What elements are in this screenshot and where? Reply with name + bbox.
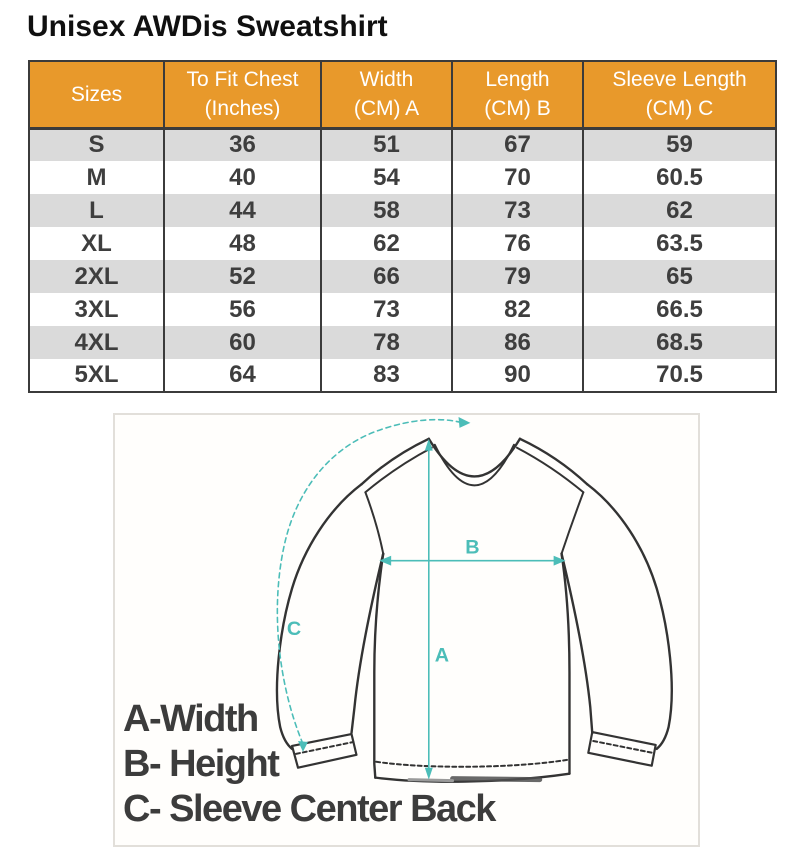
- table-cell: 60.5: [583, 161, 776, 194]
- table-cell: 82: [452, 293, 583, 326]
- table-cell: 36: [164, 128, 321, 161]
- table-cell: 51: [321, 128, 452, 161]
- table-cell: 65: [583, 260, 776, 293]
- table-cell: 73: [321, 293, 452, 326]
- table-cell: 56: [164, 293, 321, 326]
- table-cell: 60: [164, 326, 321, 359]
- diagram-label-b: B: [465, 536, 480, 559]
- size-cell: 5XL: [29, 359, 164, 392]
- table-cell: 59: [583, 128, 776, 161]
- table-cell: 66.5: [583, 293, 776, 326]
- legend-line-b: B- Height: [123, 743, 279, 785]
- table-cell: 44: [164, 194, 321, 227]
- header-length: [452, 61, 583, 128]
- collar-inner: [435, 445, 514, 486]
- table-row: [29, 227, 776, 260]
- header-line: (CM) B: [484, 97, 551, 121]
- table-cell: 54: [321, 161, 452, 194]
- size-cell: M: [29, 161, 164, 194]
- size-cell: S: [29, 128, 164, 161]
- table-cell: 76: [452, 227, 583, 260]
- header-line: (CM) C: [645, 97, 714, 121]
- table-row: [29, 161, 776, 194]
- header-line: Length: [485, 68, 550, 92]
- table-cell: 70: [452, 161, 583, 194]
- table-cell: 48: [164, 227, 321, 260]
- diagram-label-c: C: [286, 617, 302, 640]
- measurement-legend: [123, 697, 495, 832]
- right-shoulder-seam: [520, 439, 587, 485]
- table-cell: 79: [452, 260, 583, 293]
- sweatshirt-measurement-diagram: [113, 413, 700, 847]
- header-line: (CM) A: [353, 97, 420, 121]
- table-header-row: [29, 61, 776, 128]
- measurement-c-curve: [277, 420, 462, 744]
- table-cell: 90: [452, 359, 583, 392]
- table-cell: 86: [452, 326, 583, 359]
- table-cell: 40: [164, 161, 321, 194]
- header-line: Width: [359, 68, 414, 92]
- left-armhole-seam: [365, 492, 383, 553]
- table-cell: 78: [321, 326, 452, 359]
- size-cell: 3XL: [29, 293, 164, 326]
- header-chest: [164, 61, 321, 128]
- legend-line-c: C- Sleeve Center Back: [123, 788, 495, 830]
- left-shoulder-seam: [361, 439, 428, 485]
- table-cell: 62: [321, 227, 452, 260]
- size-cell: 4XL: [29, 326, 164, 359]
- right-armhole-seam: [562, 492, 584, 553]
- diagram-label-a: A: [434, 644, 450, 667]
- table-cell: 58: [321, 194, 452, 227]
- table-row: [29, 128, 776, 161]
- table-cell: 67: [452, 128, 583, 161]
- header-sizes: [29, 61, 164, 128]
- header-line: (Inches): [204, 97, 281, 121]
- header-width: [321, 61, 452, 128]
- table-row: [29, 194, 776, 227]
- table-cell: 68.5: [583, 326, 776, 359]
- arrowhead-c-top: [459, 417, 471, 428]
- size-cell: XL: [29, 227, 164, 260]
- right-cuff: [588, 732, 655, 766]
- table-row: [29, 260, 776, 293]
- table-row: [29, 359, 776, 392]
- table-cell: 63.5: [583, 227, 776, 260]
- size-cell: L: [29, 194, 164, 227]
- page-title: Unisex AWDis Sweatshirt: [27, 10, 388, 43]
- table-cell: 52: [164, 260, 321, 293]
- header-sleeve-length: [583, 61, 776, 128]
- table-row: [29, 293, 776, 326]
- legend-line-a: A-Width: [123, 698, 258, 740]
- right-sleeve-outer: [587, 484, 671, 749]
- table-cell: 64: [164, 359, 321, 392]
- size-chart-table: [28, 60, 777, 393]
- table-cell: 66: [321, 260, 452, 293]
- table-cell: 83: [321, 359, 452, 392]
- table-cell: 70.5: [583, 359, 776, 392]
- table-cell: 62: [583, 194, 776, 227]
- header-line: To Fit Chest: [186, 68, 299, 92]
- table-cell: 73: [452, 194, 583, 227]
- header-line: Sleeve Length: [612, 68, 747, 92]
- table-row: [29, 326, 776, 359]
- size-cell: 2XL: [29, 260, 164, 293]
- header-line: Sizes: [70, 82, 123, 106]
